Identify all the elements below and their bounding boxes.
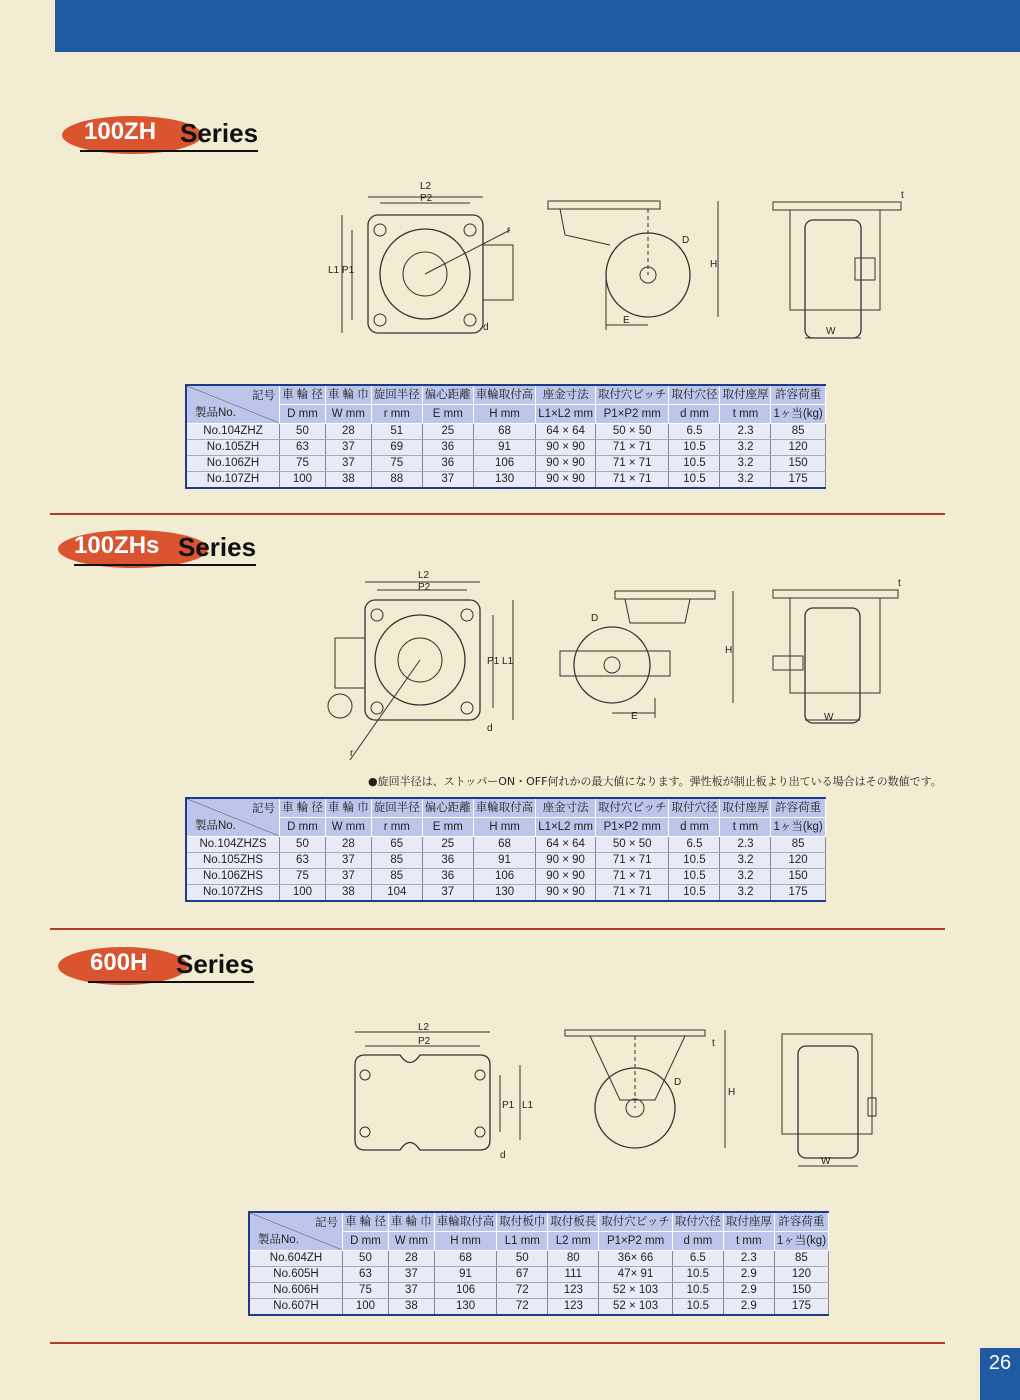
col-unit: D mm [280, 818, 326, 837]
section-title-100zhs [58, 530, 278, 570]
dim-label-w: W [821, 1156, 831, 1167]
table-cell: 85 [771, 837, 825, 853]
product-number-cell: No.604ZH [249, 1251, 343, 1267]
section-divider [50, 513, 945, 515]
table-cell: 100 [280, 472, 326, 489]
table-cell: 51 [371, 424, 422, 440]
col-unit: r mm [371, 818, 422, 837]
table-cell: 68 [434, 1251, 497, 1267]
table-cell: 10.5 [669, 440, 720, 456]
table-cell: 28 [325, 837, 371, 853]
table-cell: 38 [325, 885, 371, 902]
table-cell: 37 [325, 440, 371, 456]
table-cell: 68 [473, 424, 536, 440]
table-cell: 3.2 [720, 885, 771, 902]
table-row [186, 456, 825, 472]
product-number-cell: No.104ZHZ [186, 424, 280, 440]
table-cell: 28 [388, 1251, 434, 1267]
top-view-drawing-100zh [320, 175, 520, 345]
col-unit: P1×P2 mm [595, 405, 669, 424]
table-cell: 36 [422, 456, 473, 472]
table-cell: 175 [774, 1299, 828, 1316]
dim-label-d-wheel: D [674, 1077, 682, 1088]
col-unit: P1×P2 mm [599, 1232, 673, 1251]
table-cell: 64 × 64 [536, 424, 596, 440]
table-cell: 71 × 71 [595, 456, 669, 472]
table-cell: 3.2 [720, 853, 771, 869]
table-row [249, 1299, 829, 1316]
table-cell: 100 [343, 1299, 389, 1316]
dim-label-r: r [507, 225, 511, 236]
col-header: 旋回半径 [371, 385, 422, 405]
table-corner: 記号 製品No. [186, 385, 280, 424]
dim-label-p2: P2 [418, 1036, 431, 1047]
dim-label-e: E [623, 315, 630, 326]
product-number-cell: No.106ZH [186, 456, 280, 472]
product-number-cell: No.605H [249, 1267, 343, 1283]
dim-label-d: d [483, 322, 489, 333]
table-cell: 71 × 71 [595, 885, 669, 902]
table-cell: 63 [343, 1267, 389, 1283]
col-header: 車 輪 巾 [325, 798, 371, 818]
product-number-cell: No.107ZH [186, 472, 280, 489]
table-cell: 150 [771, 869, 825, 885]
table-cell: 3.2 [720, 456, 771, 472]
table-cell: 90 × 90 [536, 472, 596, 489]
table-cell: 175 [771, 472, 825, 489]
table-cell: 150 [774, 1283, 828, 1299]
header-band [55, 0, 1020, 52]
table-cell: 10.5 [669, 472, 720, 489]
table-cell: 6.5 [669, 424, 720, 440]
table-cell: 10.5 [669, 456, 720, 472]
col-header: 許容荷重 [771, 798, 825, 818]
dim-label-h: H [728, 1087, 736, 1098]
col-header: 車 輪 径 [280, 798, 326, 818]
table-row [186, 424, 825, 440]
col-unit: H mm [434, 1232, 497, 1251]
table-cell: 71 × 71 [595, 472, 669, 489]
dim-label-l1p1: L1 P1 [328, 265, 355, 276]
section-divider [50, 928, 945, 930]
series-word: Series [180, 118, 259, 148]
table-cell: 111 [548, 1267, 599, 1283]
table-cell: 10.5 [672, 1267, 723, 1283]
section-divider [50, 1342, 945, 1344]
table-cell: 37 [388, 1283, 434, 1299]
dim-label-l2: L2 [418, 570, 430, 581]
col-unit: D mm [280, 405, 326, 424]
col-header: 取付穴径 [672, 1212, 723, 1232]
dim-label-p1l1: P1 L1 [487, 656, 514, 667]
col-header: 座金寸法 [536, 798, 596, 818]
front-view-drawing-100zhs [765, 578, 915, 728]
table-cell: 85 [371, 869, 422, 885]
title-underline [80, 150, 258, 152]
table-cell: 106 [473, 456, 536, 472]
table-cell: 2.3 [720, 424, 771, 440]
col-header: 偏心距離 [422, 798, 473, 818]
col-header: 取付座厚 [720, 385, 771, 405]
table-cell: 63 [280, 853, 326, 869]
dim-label-e: E [631, 711, 638, 722]
product-number-cell: No.106ZHS [186, 869, 280, 885]
front-view-drawing-600h [778, 1030, 888, 1170]
col-unit: W mm [325, 405, 371, 424]
table-cell: 37 [325, 456, 371, 472]
table-cell: 52 × 103 [599, 1283, 673, 1299]
table-cell: 90 × 90 [536, 456, 596, 472]
col-header: 許容荷重 [771, 385, 825, 405]
series-model: 100ZH [84, 118, 157, 145]
table-cell: 85 [774, 1251, 828, 1267]
product-number-cell: No.606H [249, 1283, 343, 1299]
top-view-drawing-600h [340, 1020, 540, 1170]
table-cell: 69 [371, 440, 422, 456]
table-cell: 68 [473, 837, 536, 853]
table-cell: 75 [280, 456, 326, 472]
table-cell: 2.9 [723, 1299, 774, 1316]
front-view-drawing-100zh [765, 190, 915, 340]
table-cell: 100 [280, 885, 326, 902]
table-cell: 37 [422, 472, 473, 489]
dim-label-d-wheel: D [682, 235, 690, 246]
col-unit: E mm [422, 818, 473, 837]
table-cell: 6.5 [669, 837, 720, 853]
dim-label-d: d [500, 1150, 506, 1161]
dim-label-t: t [712, 1038, 715, 1049]
dim-label-p1: P1 [502, 1100, 515, 1111]
table-row [186, 837, 825, 853]
col-unit: L1×L2 mm [536, 405, 596, 424]
spec-table-100zhs [185, 797, 826, 902]
table-row [186, 440, 825, 456]
table-cell: 106 [434, 1283, 497, 1299]
series-model: 100ZHs [74, 532, 160, 559]
dim-label-t: t [898, 578, 901, 589]
section-title-100zh [62, 116, 282, 156]
col-header: 取付座厚 [723, 1212, 774, 1232]
table-cell: 85 [771, 424, 825, 440]
col-header: 車輪取付高 [434, 1212, 497, 1232]
col-header: 座金寸法 [536, 385, 596, 405]
table-cell: 2.3 [720, 837, 771, 853]
col-header: 取付穴ピッチ [599, 1212, 673, 1232]
table-cell: 37 [388, 1267, 434, 1283]
table-cell: 67 [497, 1267, 548, 1283]
col-unit: W mm [388, 1232, 434, 1251]
product-number-cell: No.105ZHS [186, 853, 280, 869]
col-header: 取付穴径 [669, 798, 720, 818]
table-cell: 72 [497, 1299, 548, 1316]
col-unit: H mm [473, 818, 536, 837]
table-cell: 2.9 [723, 1283, 774, 1299]
col-header: 車 輪 巾 [325, 385, 371, 405]
col-header: 車 輪 径 [343, 1212, 389, 1232]
dim-label-p2: P2 [418, 582, 431, 593]
side-view-drawing-100zh [540, 195, 730, 335]
table-row [186, 472, 825, 489]
table-corner: 記号 製品No. [249, 1212, 343, 1251]
top-view-drawing-100zhs [315, 568, 525, 768]
table-cell: 3.2 [720, 472, 771, 489]
col-unit: d mm [672, 1232, 723, 1251]
col-header: 車 輪 径 [280, 385, 326, 405]
dim-label-w: W [824, 712, 834, 723]
table-cell: 90 × 90 [536, 853, 596, 869]
table-cell: 25 [422, 424, 473, 440]
table-cell: 36 [422, 440, 473, 456]
dim-label-d: d [487, 723, 493, 734]
table-cell: 90 × 90 [536, 885, 596, 902]
table-cell: 71 × 71 [595, 869, 669, 885]
table-cell: 71 × 71 [595, 440, 669, 456]
table-cell: 37 [325, 869, 371, 885]
table-cell: 3.2 [720, 869, 771, 885]
table-cell: 36 [422, 869, 473, 885]
table-cell: 130 [434, 1299, 497, 1316]
table-cell: 91 [434, 1267, 497, 1283]
col-header: 取付板巾 [497, 1212, 548, 1232]
page-number: 26 [980, 1348, 1020, 1400]
swivel-radius-note: ●旋回半径は、ストッパーON・OFF何れかの最大値になります。弾性板が制止板より出ている場合はその数値です。 [368, 775, 942, 788]
table-cell: 38 [388, 1299, 434, 1316]
dim-label-t: t [901, 190, 904, 201]
dim-label-d-wheel: D [591, 613, 599, 624]
table-cell: 64 × 64 [536, 837, 596, 853]
col-unit: L1 mm [497, 1232, 548, 1251]
section-title-600h [58, 947, 278, 987]
col-header: 偏心距離 [422, 385, 473, 405]
col-unit: P1×P2 mm [595, 818, 669, 837]
col-unit: r mm [371, 405, 422, 424]
dim-label-l1: L1 [522, 1100, 534, 1111]
dim-label-p2: P2 [420, 193, 433, 204]
table-cell: 175 [771, 885, 825, 902]
table-cell: 71 × 71 [595, 853, 669, 869]
col-header: 車輪取付高 [473, 385, 536, 405]
table-cell: 88 [371, 472, 422, 489]
table-cell: 91 [473, 440, 536, 456]
col-unit: H mm [473, 405, 536, 424]
col-unit: W mm [325, 818, 371, 837]
table-cell: 106 [473, 869, 536, 885]
table-corner: 記号 製品No. [186, 798, 280, 837]
col-unit: D mm [343, 1232, 389, 1251]
table-cell: 91 [473, 853, 536, 869]
table-cell: 25 [422, 837, 473, 853]
table-cell: 75 [343, 1283, 389, 1299]
table-row [249, 1283, 829, 1299]
table-cell: 28 [325, 424, 371, 440]
dim-label-h: H [710, 259, 718, 270]
col-header: 取付穴ピッチ [595, 385, 669, 405]
table-cell: 52 × 103 [599, 1299, 673, 1316]
table-cell: 65 [371, 837, 422, 853]
table-cell: 50 [280, 837, 326, 853]
col-header: 取付板長 [548, 1212, 599, 1232]
dim-label-l2: L2 [418, 1022, 430, 1033]
page-margin [0, 0, 55, 1400]
table-cell: 50 [280, 424, 326, 440]
table-cell: 3.2 [720, 440, 771, 456]
product-number-cell: No.107ZHS [186, 885, 280, 902]
col-unit: d mm [669, 405, 720, 424]
table-row [249, 1267, 829, 1283]
series-word: Series [176, 949, 255, 979]
col-unit: t mm [723, 1232, 774, 1251]
table-cell: 10.5 [672, 1299, 723, 1316]
col-header: 車 輪 巾 [388, 1212, 434, 1232]
col-header: 車輪取付高 [473, 798, 536, 818]
col-header: 取付穴径 [669, 385, 720, 405]
col-header: 許容荷重 [774, 1212, 828, 1232]
table-cell: 2.9 [723, 1267, 774, 1283]
table-cell: 75 [371, 456, 422, 472]
spec-table-600h [248, 1211, 829, 1316]
col-header: 旋回半径 [371, 798, 422, 818]
series-model: 600H [90, 949, 148, 976]
side-view-drawing-100zhs [555, 583, 745, 723]
table-cell: 10.5 [672, 1283, 723, 1299]
col-unit: L1×L2 mm [536, 818, 596, 837]
table-cell: 85 [371, 853, 422, 869]
table-cell: 120 [771, 440, 825, 456]
col-header: 取付穴ピッチ [595, 798, 669, 818]
table-cell: 10.5 [669, 853, 720, 869]
col-unit: 1ヶ当(kg) [774, 1232, 828, 1251]
table-cell: 36 [422, 853, 473, 869]
table-cell: 50 [343, 1251, 389, 1267]
table-cell: 50 × 50 [595, 424, 669, 440]
table-cell: 123 [548, 1299, 599, 1316]
spec-table-100zh [185, 384, 826, 489]
table-cell: 63 [280, 440, 326, 456]
table-cell: 38 [325, 472, 371, 489]
col-unit: 1ヶ当(kg) [771, 405, 825, 424]
dim-label-l2: L2 [420, 181, 432, 192]
dim-label-r: r [350, 748, 354, 759]
product-number-cell: No.104ZHZS [186, 837, 280, 853]
table-row [186, 885, 825, 902]
table-cell: 150 [771, 456, 825, 472]
table-cell: 90 × 90 [536, 440, 596, 456]
col-header: 取付座厚 [720, 798, 771, 818]
table-cell: 123 [548, 1283, 599, 1299]
product-number-cell: No.607H [249, 1299, 343, 1316]
table-cell: 10.5 [669, 885, 720, 902]
title-underline [74, 564, 256, 566]
product-number-cell: No.105ZH [186, 440, 280, 456]
table-cell: 37 [422, 885, 473, 902]
col-unit: d mm [669, 818, 720, 837]
col-unit: 1ヶ当(kg) [771, 818, 825, 837]
table-cell: 120 [774, 1267, 828, 1283]
table-cell: 72 [497, 1283, 548, 1299]
table-cell: 104 [371, 885, 422, 902]
table-cell: 80 [548, 1251, 599, 1267]
dim-label-w: W [826, 326, 836, 337]
table-cell: 90 × 90 [536, 869, 596, 885]
table-cell: 6.5 [672, 1251, 723, 1267]
table-cell: 37 [325, 853, 371, 869]
table-cell: 75 [280, 869, 326, 885]
table-row [186, 869, 825, 885]
table-cell: 50 [497, 1251, 548, 1267]
col-unit: E mm [422, 405, 473, 424]
table-cell: 10.5 [669, 869, 720, 885]
series-word: Series [178, 532, 257, 562]
table-cell: 50 × 50 [595, 837, 669, 853]
dim-label-h: H [725, 645, 733, 656]
table-cell: 130 [473, 885, 536, 902]
side-view-drawing-600h [560, 1030, 750, 1170]
table-row [186, 853, 825, 869]
col-unit: t mm [720, 405, 771, 424]
table-row [249, 1251, 829, 1267]
table-cell: 130 [473, 472, 536, 489]
table-cell: 36× 66 [599, 1251, 673, 1267]
col-unit: t mm [720, 818, 771, 837]
table-cell: 120 [771, 853, 825, 869]
col-unit: L2 mm [548, 1232, 599, 1251]
table-cell: 47× 91 [599, 1267, 673, 1283]
title-underline [88, 981, 254, 983]
table-cell: 2.3 [723, 1251, 774, 1267]
